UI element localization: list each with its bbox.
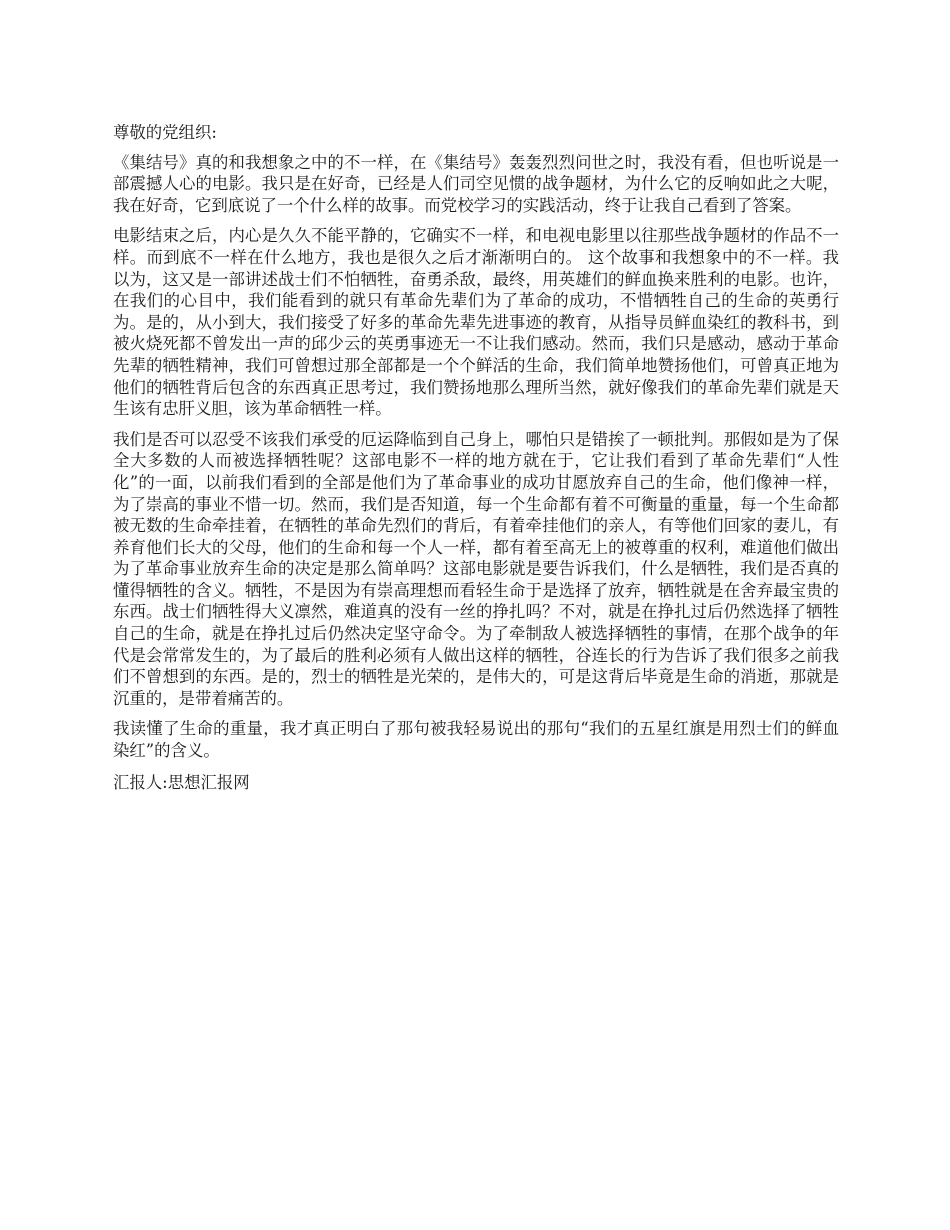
paragraph-2: 电影结束之后，内心是久久不能平静的，它确实不一样，和电视电影里以往那些战争题材的作品不一样。而到底不一样在什么地方，我也是很久之后才渐渐明白的。 这个故事和我想象中的不一样。我以为，这又是一部讲述战士们不怕牺牲，奋勇杀敌，最终，用英雄们的鲜血换来胜利的电影。也许，在我们的心目中，我们能看到的就只有革命先辈们为了革命的成功，不惜牺牲自己的生命的英勇行为。是的，从小到大，我们接受了好多的革命先辈先进事迹的教育，从指导员鲜血染红的教科书，到被火烧死都不曾发出一声的邱少云的英勇事迹无一不让我们感动。然而，我们只是感动，感动于革命先辈的牺牲精神，我们可曾想过那全部都是一个个鲜活的生命，我们简单地赞扬他们，可曾真正地为他们的牺牲背后包含的东西真正思考过，我们赞扬地那么理所当然，就好像我们的革命先辈们就是天生该有忠肝义胆，该为革命牺牲一样。	[113, 226, 839, 419]
paragraph-4: 我读懂了生命的重量，我才真正明白了那句被我轻易说出的那句“我们的五星红旗是用烈士们的鲜血染红”的含义。	[113, 719, 839, 761]
document-page	[113, 122, 839, 793]
paragraph-3: 我们是否可以忍受不该我们承受的厄运降临到自己身上，哪怕只是错挨了一顿批判。那假如是为了保全大多数的人而被选择牺牲呢？这部电影不一样的地方就在于，它让我们看到了革命先辈们“人性化”的一面，以前我们看到的全部是他们为了革命事业的成功甘愿放弃自己的生命，他们像神一样，为了崇高的事业不惜一切。然而，我们是否知道，每一个生命都有着不可衡量的重量，每一个生命都被无数的生命牵挂着，在牺牲的革命先烈们的背后，有着牵挂他们的亲人，有等他们回家的妻儿，有养育他们长大的父母，他们的生命和每一个人一样，都有着至高无上的被尊重的权利，难道他们做出为了革命事业放弃生命的决定是那么简单吗？这部电影就是要告诉我们，什么是牺牲，我们是否真的懂得牺牲的含义。牺牲，不是因为有崇高理想而看轻生命于是选择了放弃，牺牲就是在舍弃最宝贵的东西。战士们牺牲得大义凛然，难道真的没有一丝的挣扎吗？不对，就是在挣扎过后仍然选择了牺牲自己的生命，就是在挣扎过后仍然决定坚守命令。为了牵制敌人被选择牺牲的事情，在那个战争的年代是会常常发生的，为了最后的胜利必须有人做出这样的牺牲，谷连长的行为告诉了我们很多之前我们不曾想到的东西。是的，烈士的牺牲是光荣的，是伟大的，可是这背后毕竟是生命的消逝，那就是沉重的，是带着痛苦的。	[113, 429, 839, 708]
paragraph-1: 《集结号》真的和我想象之中的不一样，在《集结号》轰轰烈烈问世之时，我没有看，但也听说是一部震撼人心的电影。我只是在好奇，已经是人们司空见惯的战争题材，为什么它的反响如此之大呢，我在好奇，它到底说了一个什么样的故事。而党校学习的实践活动，终于让我自己看到了答案。	[113, 152, 839, 215]
salutation: 尊敬的党组织:	[113, 123, 217, 142]
signature: 汇报人:思想汇报网	[113, 772, 250, 792]
